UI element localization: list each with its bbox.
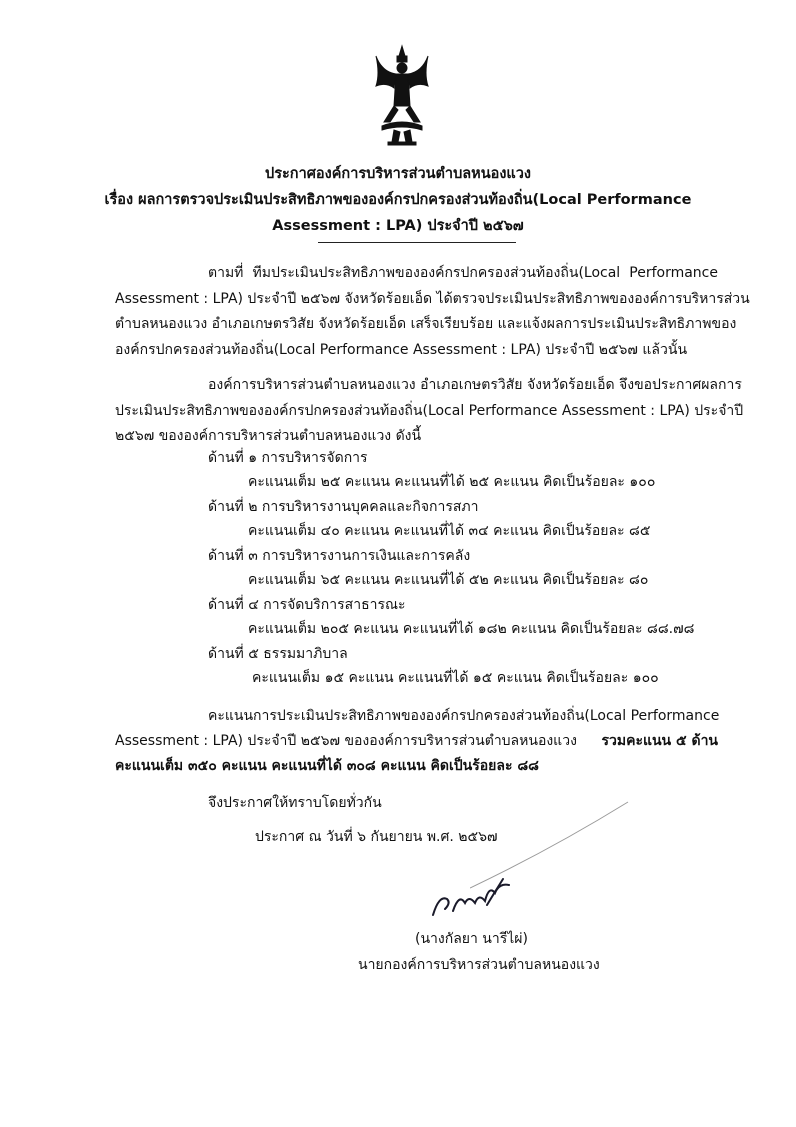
announcement-subject-cont: Assessment : LPA) ประจำปี ๒๕๖๗ [272,218,524,234]
garuda-emblem [372,42,432,152]
summary-text: Assessment : LPA) ประจำปี ๒๕๖๗ ขององค์การบริหารส่วนตำบลหนองแวง [115,733,577,749]
summary-total-score: คะแนนเต็ม ๓๕๐ คะแนน คะแนนที่ได้ ๓๐๘ คะแนน คิดเป็นร้อยละ ๘๘ [115,758,539,774]
announcement-title: ประกาศองค์การบริหารส่วนตำบลหนองแวง [265,166,531,182]
para1-line: ตำบลหนองแวง อำเภอเกษตรวิสัย จังหวัดร้อยเอ็ด เสร็จเรียบร้อย และแจ้งผลการประเมินประสิทธิภาพของ [115,316,737,332]
signer-position: นายกองค์การบริหารส่วนตำบลหนองแวง [358,957,600,973]
para2-line: องค์การบริหารส่วนตำบลหนองแวง อำเภอเกษตรวิสัย จังหวัดร้อยเอ็ด จึงขอประกาศผลการ [208,377,742,393]
para2-line: ประเมินประสิทธิภาพขององค์กรปกครองส่วนท้องถิ่น(Local Performance Assessment : LPA) ประจำปี [115,403,744,419]
aspect-heading: ด้านที่ ๕ ธรรมมาภิบาล [208,646,348,662]
aspect-heading: ด้านที่ ๔ การจัดบริการสาธารณะ [208,597,406,613]
aspect-score: คะแนนเต็ม ๒๐๕ คะแนน คะแนนที่ได้ ๑๘๒ คะแนน คิดเป็นร้อยละ ๘๘.๗๘ [248,621,695,637]
aspect-score: คะแนนเต็ม ๖๕ คะแนน คะแนนที่ได้ ๕๒ คะแนน คิดเป็นร้อยละ ๘๐ [248,572,649,588]
aspect-heading: ด้านที่ ๑ การบริหารจัดการ [208,450,368,466]
announcement-date: ประกาศ ณ วันที่ ๖ กันยายน พ.ศ. ๒๕๖๗ [255,829,498,845]
signer-name: (นางกัลยา นารีไผ่) [415,931,528,947]
para1-line: องค์กรปกครองส่วนท้องถิ่น(Local Performance Assessment : LPA) ประจำปี ๒๕๖๗ แล้วนั้น [115,342,688,358]
aspect-score: คะแนนเต็ม ๒๕ คะแนน คะแนนที่ได้ ๒๕ คะแนน คิดเป็นร้อยละ ๑๐๐ [248,474,656,490]
aspect-score: คะแนนเต็ม ๔๐ คะแนน คะแนนที่ได้ ๓๔ คะแนน คิดเป็นร้อยละ ๘๕ [248,523,651,539]
closing-text: จึงประกาศให้ทราบโดยทั่วกัน [208,795,382,811]
announcement-subject: เรื่อง ผลการตรวจประเมินประสิทธิภาพขององค์กรปกครองส่วนท้องถิ่น(Local Performance [104,192,692,208]
aspect-heading: ด้านที่ ๓ การบริหารงานการเงินและการคลัง [208,548,471,564]
aspect-heading: ด้านที่ ๒ การบริหารงานบุคคลและกิจการสภา [208,499,479,515]
aspect-score: คะแนนเต็ม ๑๕ คะแนน คะแนนที่ได้ ๑๕ คะแนน คิดเป็นร้อยละ ๑๐๐ [252,670,659,686]
para1-line: ตามที่ ทีมประเมินประสิทธิภาพขององค์กรปกครองส่วนท้องถิ่น(Local Performance [208,265,718,281]
summary-total-label: รวมคะแนน ๕ ด้าน [601,733,718,749]
summary-line [115,730,718,752]
title-underline [318,242,516,243]
signature-image [425,875,525,920]
para2-line: ๒๕๖๗ ขององค์การบริหารส่วนตำบลหนองแวง ดังนี้ [115,428,422,444]
summary-line: คะแนนการประเมินประสิทธิภาพขององค์กรปกครองส่วนท้องถิ่น(Local Performance [208,708,720,724]
para1-line: Assessment : LPA) ประจำปี ๒๕๖๗ จังหวัดร้อยเอ็ด ได้ตรวจประเมินประสิทธิภาพขององค์การบริหารส่วน [115,291,750,307]
